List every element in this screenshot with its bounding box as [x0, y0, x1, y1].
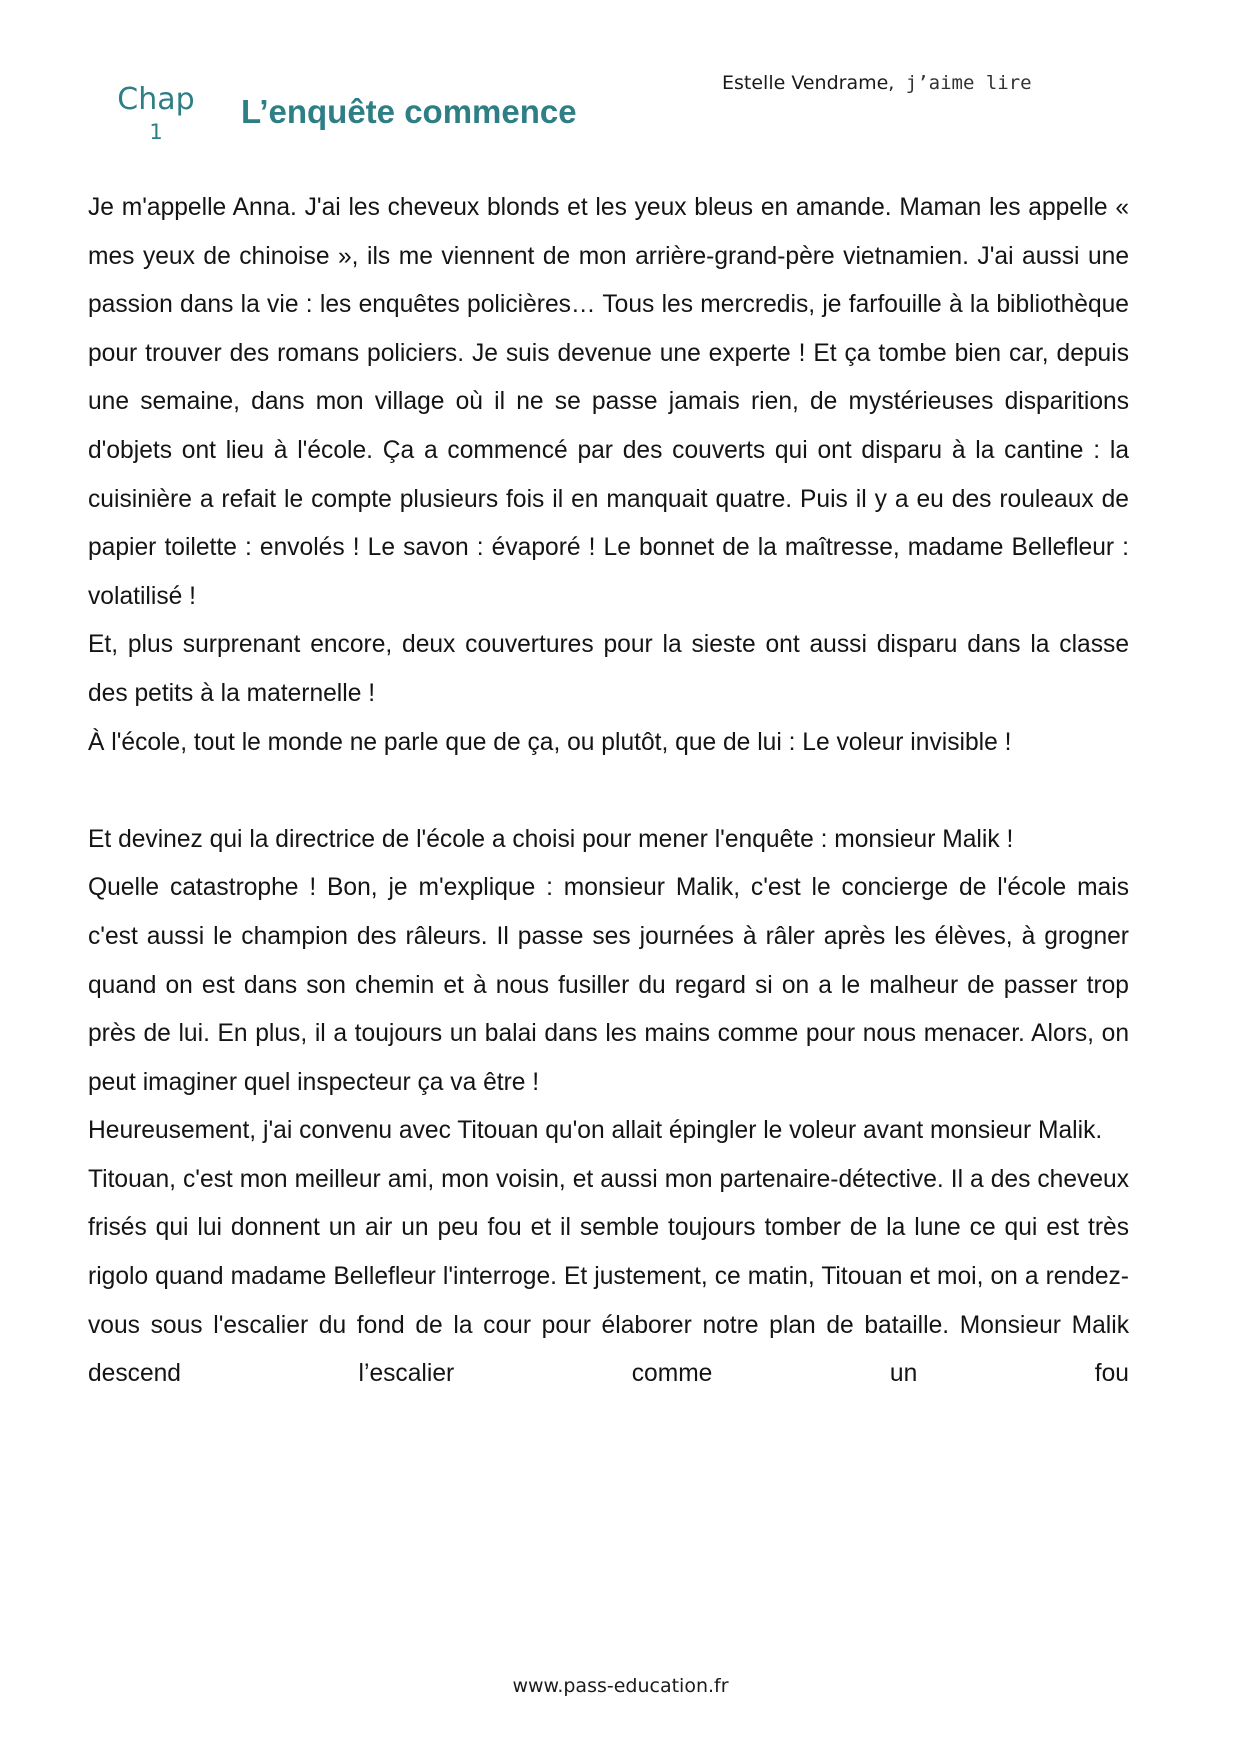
story-paragraph: Titouan, c'est mon meilleur ami, mon voisin, et aussi mon partenaire-détective. Il a des cheveux frisés qui lui donnent un air un peu fou et il semble toujours tomber de la lune ce qui est très rigolo quand madame Bellefleur l'interroge. Et justement, ce matin, Titouan et moi, on a rendez-vous sous l'escalier du fond de la cour pour élaborer notre plan de bataille. Monsieur Malik descend l’escalier comme un fou: [88, 1165, 1129, 1388]
story-paragraph: Et devinez qui la directrice de l'école a choisi pour mener l'enquête : monsieur Malik !: [88, 825, 1014, 853]
chapter-title: L’enquête commence: [241, 93, 577, 130]
series-name: j’aime lire: [894, 72, 1032, 94]
story-paragraph: Et, plus surprenant encore, deux couvertures pour la sieste ont aussi disparu dans la classe des petits à la maternelle !: [88, 631, 1129, 707]
chapter-label: Chap: [117, 82, 195, 117]
author-name: Estelle Vendrame,: [722, 72, 895, 94]
story-paragraph: Heureusement, j'ai convenu avec Titouan qu'on allait épingler le voleur avant monsieur Malik.: [88, 1117, 1103, 1145]
chapter-number: 1: [149, 120, 163, 144]
story-paragraph: Je m'appelle Anna. J'ai les cheveux blonds et les yeux bleus en amande. Maman les appelle « mes yeux de chinoise », ils me viennent de mon arrière-grand-père vietnamien. J'ai aussi une passion dans la vie : les enquêtes policières… Tous les mercredis, je farfouille à la bibliothèque pour trouver des romans policiers. Je suis devenue une experte ! Et ça tombe bien car, depuis une semaine, dans mon village où il ne se passe jamais rien, de mystérieuses disparitions d'objets ont lieu à l'école. Ça a commencé par des couverts qui ont disparu à la cantine : la cuisinière a refait le compte plusieurs fois il en manquait quatre. Puis il y a eu des rouleaux de papier toilette : envolés ! Le savon : évaporé ! Le bonnet de la maîtresse, madame Bellefleur : volatilisé !: [88, 194, 1129, 610]
story-paragraph: À l'école, tout le monde ne parle que de ça, ou plutôt, que de lui : Le voleur invisible !: [88, 728, 1012, 756]
author-credit: [722, 72, 1032, 95]
footer-website: www.pass-education.fr: [512, 1675, 729, 1697]
story-paragraph: Quelle catastrophe ! Bon, je m'explique : monsieur Malik, c'est le concierge de l'école mais c'est aussi le champion des râleurs. Il passe ses journées à râler après les élèves, à grogner quand on est dans son chemin et à nous fusiller du regard si on a le malheur de passer trop près de lui. En plus, il a toujours un balai dans les mains comme pour nous menacer. Alors, on peut imaginer quel inspecteur ça va être !: [88, 874, 1129, 1096]
paragraph-spacer: [88, 767, 1129, 816]
chapter-badge: [113, 82, 199, 145]
story-text: [88, 184, 1129, 1399]
